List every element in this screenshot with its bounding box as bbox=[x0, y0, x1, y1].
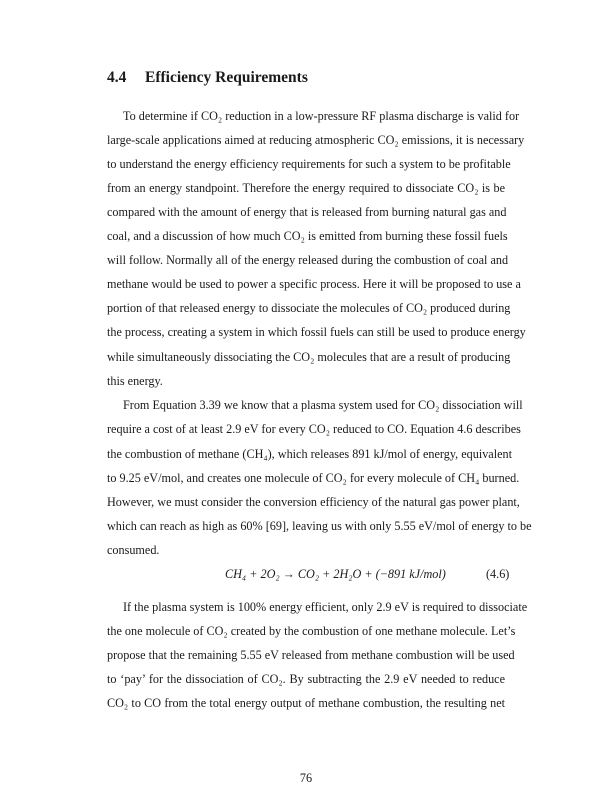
text-line: methane would be used to power a specific process. Here it will be proposed to use a bbox=[107, 277, 521, 291]
page-number: 76 bbox=[299, 771, 313, 785]
text-line: consumed. bbox=[107, 543, 160, 557]
section-title: Efficiency Requirements bbox=[145, 69, 308, 86]
text-line: require a cost of at least 2.9 eV for every CO₂ reduced to CO. Equation 4.6 describes bbox=[107, 422, 521, 436]
text-line: to understand the energy efficiency requirements for such a system to be profitable bbox=[107, 157, 511, 171]
text-line: CO₂ to CO from the total energy output of methane combustion, the resulting net bbox=[107, 696, 505, 710]
text-line: the process, creating a system in which fossil fuels can still be used to produce energy bbox=[107, 325, 526, 339]
text-line: while simultaneously dissociating the CO₂ molecules that are a result of producing bbox=[107, 350, 511, 364]
text-line: to ‘pay’ for the dissociation of CO₂. By subtracting the 2.9 eV needed to reduce bbox=[107, 672, 505, 686]
equation: CH₄ + 2O₂ → CO₂ + 2H₂O + (−891 kJ/mol) bbox=[225, 567, 446, 581]
text-line: large-scale applications aimed at reducing atmospheric CO₂ emissions, it is necessary bbox=[107, 133, 525, 147]
text-line: compared with the amount of energy that is released from burning natural gas and bbox=[107, 205, 507, 219]
text-line: the one molecule of CO₂ created by the combustion of one methane molecule. Let’s bbox=[107, 624, 516, 638]
text-line: coal, and a discussion of how much CO₂ is emitted from burning these fossil fuels bbox=[107, 229, 508, 243]
text-line: From Equation 3.39 we know that a plasma system used for CO₂ dissociation will bbox=[123, 398, 523, 412]
text-line: to 9.25 eV/mol, and creates one molecule of CO₂ for every molecule of CH₄ burned. bbox=[107, 471, 520, 485]
equation-number: (4.6) bbox=[486, 567, 510, 581]
section-heading bbox=[107, 69, 308, 87]
section-number: 4.4 bbox=[107, 69, 127, 86]
text-line: from an energy standpoint. Therefore the energy required to dissociate CO₂ is be bbox=[107, 181, 505, 195]
text-line: However, we must consider the conversion efficiency of the natural gas power plant, bbox=[107, 495, 520, 509]
text-line: will follow. Normally all of the energy released during the combustion of coal and bbox=[107, 253, 509, 267]
text-line: portion of that released energy to dissociate the molecules of CO₂ produced during bbox=[107, 301, 511, 315]
text-line: If the plasma system is 100% energy efficient, only 2.9 eV is required to dissociate bbox=[123, 600, 528, 614]
text-line: this energy. bbox=[107, 374, 163, 388]
text-line: which can reach as high as 60% [69], leaving us with only 5.55 eV/mol of energy to be bbox=[107, 519, 532, 533]
text-line: the combustion of methane (CH₄), which releases 891 kJ/mol of energy, equivalent bbox=[107, 447, 512, 461]
text-line: To determine if CO₂ reduction in a low-pressure RF plasma discharge is valid for bbox=[123, 109, 520, 123]
text-line: propose that the remaining 5.55 eV released from methane combustion will be used bbox=[107, 648, 515, 662]
